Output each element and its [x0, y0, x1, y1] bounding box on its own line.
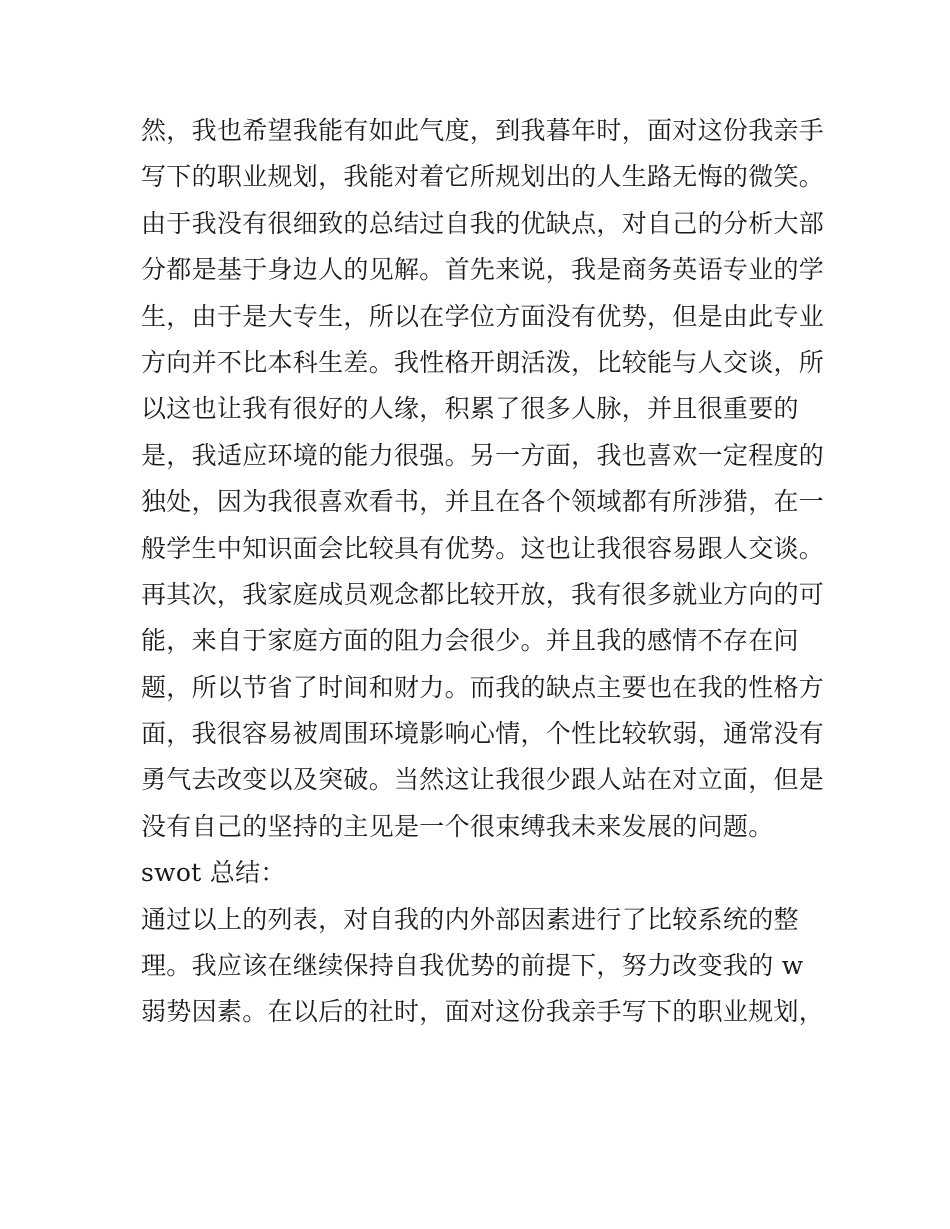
text-line: 题，所以节省了时间和财力。而我的缺点主要也在我的性格方 [141, 672, 825, 702]
text-line: 能，来自于家庭方面的阻力会很少。并且我的感情不存在问 [141, 626, 799, 656]
text-line: 写下的职业规划，我能对着它所规划出的人生路无悔的微笑。 [141, 162, 825, 192]
text-line: 般学生中知识面会比较具有优势。这也让我很容易跟人交谈。 [141, 533, 825, 563]
text-line: 方向并不比本科生差。我性格开朗活泼，比较能与人交谈，所 [141, 347, 825, 377]
text-line: 通过以上的列表，对自我的内外部因素进行了比较系统的整 [141, 904, 799, 934]
text-line: 弱势因素。在以后的社时，面对这份我亲手写下的职业规划， [141, 997, 825, 1027]
text-line: 理。我应该在继续保持自我优势的前提下，努力改变我的 w [141, 951, 804, 981]
text-line: 是，我适应环境的能力很强。另一方面，我也喜欢一定程度的 [141, 440, 825, 470]
text-line: 以这也让我有很好的人缘，积累了很多人脉，并且很重要的 [141, 394, 799, 424]
text-line: 面，我很容易被周围环境影响心情，个性比较软弱，通常没有 [141, 719, 825, 749]
text-line: 没有自己的坚持的主见是一个很束缚我未来发展的问题。 [141, 811, 774, 841]
section-heading: swot 总结： [141, 858, 286, 888]
text-line: 勇气去改变以及突破。当然这让我很少跟人站在对立面，但是 [141, 765, 825, 795]
text-line: 独处，因为我很喜欢看书，并且在各个领域都有所涉猎，在一 [141, 487, 825, 517]
text-line: 分都是基于身边人的见解。首先来说，我是商务英语专业的学 [141, 255, 825, 285]
text-line: 由于我没有很细致的总结过自我的优缺点，对自己的分析大部 [141, 208, 825, 238]
text-line: 生，由于是大专生，所以在学位方面没有优势，但是由此专业 [141, 301, 825, 331]
body-text [141, 108, 825, 1036]
text-line: 然，我也希望我能有如此气度，到我暮年时，面对这份我亲手 [141, 116, 825, 145]
text-line: 再其次，我家庭成员观念都比较开放，我有很多就业方向的可 [141, 579, 825, 609]
